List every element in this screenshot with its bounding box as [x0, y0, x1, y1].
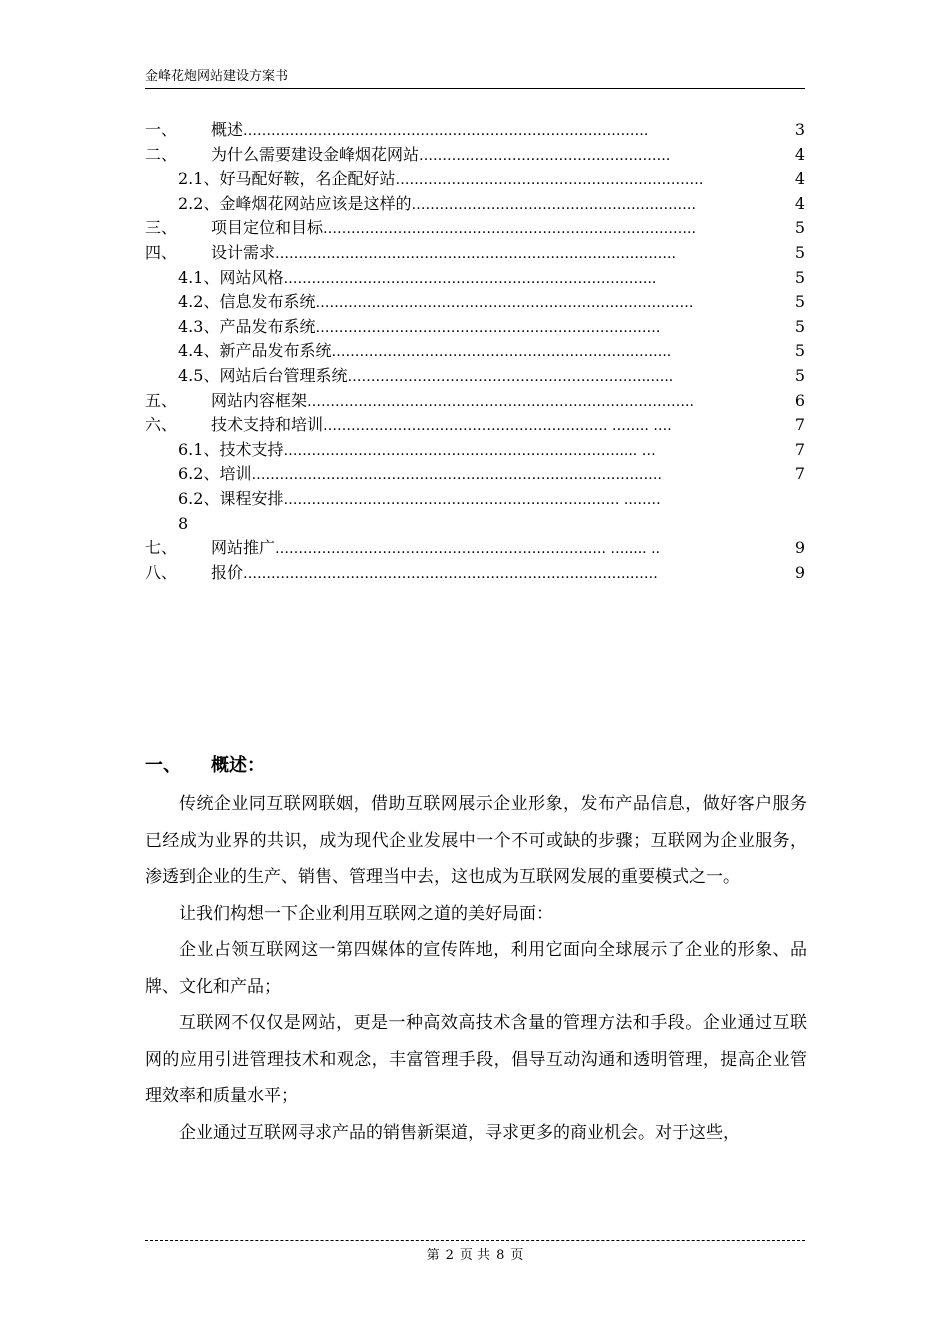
page-footer	[0, 1247, 950, 1265]
toc-entry-label: 6.2、课程安排	[178, 488, 284, 508]
paragraph: 让我们构想一下企业利用互联网之道的美好局面：	[179, 903, 553, 924]
toc-entry-label: 为什么需要建设金峰烟花网站	[211, 144, 420, 164]
toc-entry-page: 5	[794, 267, 805, 287]
toc-leader-dots: ………………………………………………………………………..	[307, 393, 694, 410]
toc-entry[interactable]	[145, 241, 805, 266]
toc-leader-dots: ……………………………………………………………… ..……	[283, 491, 661, 508]
toc-leader-dots: …………………………………………………………	[395, 172, 704, 189]
paragraph: 企业通过互联网寻求产品的销售新渠道，寻求更多的商业机会。对于这些，	[179, 1122, 740, 1143]
toc-entry-label: 6.1、技术支持	[178, 439, 284, 459]
section-number: 一、	[145, 755, 181, 776]
toc-entry[interactable]	[145, 487, 805, 512]
toc-entry-label: 项目定位和目标	[211, 218, 324, 238]
footer-total-pages: 8	[496, 1248, 505, 1263]
toc-entry-page: 7	[794, 464, 805, 484]
paragraph: 传统企业同互联网联姻，借助互联网展示企业形象，发布产品信息，做好客户服务已经成为业界的共识，成为现代企业发展中一个不可或缺的步骤；互联网为企业服务，渗透到企业的生产、销售、管理当中去，这也成为互联网发展的重要模式之一。	[145, 794, 807, 887]
toc-leader-dots: ……………………………………………………. …….. ….	[323, 418, 672, 435]
footer-prefix: 第	[426, 1248, 440, 1263]
toc-entry[interactable]	[145, 413, 805, 438]
toc-entry-page: 7	[794, 415, 805, 435]
toc-entry-page: 5	[794, 316, 805, 336]
toc-leader-dots: …………………………………………………….	[411, 196, 696, 213]
paragraph: 企业占领互联网这一第四媒体的宣传阵地，利用它面向全球展示了企业的形象、品牌、文化和产品；	[145, 940, 807, 997]
toc-entry-label: 技术支持和培训	[211, 415, 324, 435]
toc-entry[interactable]	[145, 167, 805, 192]
table-of-contents	[145, 118, 805, 585]
toc-entry-label: 设计需求	[211, 242, 276, 262]
toc-entry[interactable]	[145, 536, 805, 561]
toc-entry-page: 9	[794, 562, 805, 582]
toc-entry[interactable]	[145, 192, 805, 217]
toc-entry-number: 八、	[145, 562, 178, 582]
toc-entry-page: 7	[794, 439, 805, 459]
toc-entry-label: 2.1、好马配好鞍，名企配好站	[178, 169, 396, 189]
toc-entry-label: 报价	[211, 562, 244, 582]
toc-entry-page: 5	[794, 242, 805, 262]
toc-entry-page: 5	[794, 341, 805, 361]
toc-entry-number: 六、	[145, 415, 178, 435]
toc-leader-dots: …………………………………………………………………………….	[251, 467, 662, 484]
toc-entry-label: 6.2、培训	[178, 464, 252, 484]
toc-leader-dots: ………………………………………………………..……..	[331, 344, 672, 361]
toc-entry-number: 四、	[145, 242, 178, 262]
toc-leader-dots: ………………………………………………………………………..……	[243, 565, 658, 582]
toc-entry[interactable]	[145, 389, 805, 414]
section-heading	[145, 752, 265, 780]
toc-entry-page: 5	[794, 365, 805, 385]
toc-entry[interactable]	[145, 216, 805, 241]
toc-leader-dots: …………………………………………………………….. …..... ..	[275, 541, 660, 558]
toc-entry-page: 3	[794, 120, 805, 139]
toc-leader-dots: ……………………………………….……………………….	[315, 319, 661, 336]
toc-leader-dots: ……………………………………………………………….... …	[283, 442, 656, 459]
toc-entry-label: 网站内容框架	[211, 390, 308, 410]
header-title: 金峰花炮网站建设方案书	[145, 69, 289, 84]
toc-entry[interactable]	[145, 438, 805, 463]
toc-entry-label: 4.5、网站后台管理系统	[178, 365, 348, 385]
toc-entry-page: 4	[794, 193, 805, 213]
footer-divider	[145, 1240, 805, 1241]
toc-entry-page: 4	[794, 169, 805, 189]
section-title: 概述：	[211, 755, 265, 776]
toc-entry-page: 6	[794, 390, 805, 410]
toc-entry[interactable]	[145, 290, 805, 315]
toc-wrapped-page-number: 8	[178, 513, 189, 533]
toc-leader-dots: ……………………………………………………………………..	[283, 270, 657, 287]
toc-entry-label: 4.4、新产品发布系统	[178, 341, 332, 361]
toc-entry-number: 七、	[145, 538, 178, 558]
toc-entry-label: 网站推广	[211, 538, 276, 558]
toc-entry-label: 2.2、金峰烟花网站应该是这样的	[178, 193, 412, 213]
footer-mid: 页 共	[459, 1248, 491, 1263]
toc-entry[interactable]	[145, 315, 805, 340]
toc-entry-label: 4.1、网站风格	[178, 267, 284, 287]
footer-page-number: 2	[445, 1248, 454, 1263]
toc-entry-page: 4	[794, 144, 805, 164]
toc-entry-number: 五、	[145, 390, 178, 410]
toc-entry[interactable]	[145, 364, 805, 389]
toc-entry-number: 一、	[145, 120, 178, 139]
paragraph: 互联网不仅仅是网站，更是一种高效高技术含量的管理方法和手段。企业通过互联网的应用引进管理技术和观念，丰富管理手段，倡导互动沟通和透明管理，提高企业管理效率和质量水平；	[145, 1013, 807, 1106]
toc-entry-number: 三、	[145, 218, 178, 238]
toc-entry-label: 4.2、信息发布系统	[178, 292, 316, 312]
toc-leader-dots: ………………………………………………………..…..	[347, 368, 674, 385]
toc-entry-page: 5	[794, 218, 805, 238]
body-text	[145, 786, 807, 1151]
toc-entry-number: 二、	[145, 144, 178, 164]
footer-suffix: 页	[510, 1248, 524, 1263]
toc-leader-dots: ……………………………………………………………………..	[323, 221, 696, 238]
toc-entry[interactable]	[145, 339, 805, 364]
toc-entry[interactable]	[145, 561, 805, 586]
toc-leader-dots: ………………………………………………………………………	[315, 295, 694, 312]
toc-entry[interactable]	[145, 462, 805, 487]
toc-entry-page: 5	[794, 292, 805, 312]
toc-leader-dots: ………..…………………………………….	[419, 147, 671, 164]
toc-entry-page: 9	[794, 538, 805, 558]
toc-entry[interactable]	[145, 266, 805, 291]
toc-entry[interactable]	[145, 118, 805, 143]
toc-leader-dots: ……………………………………..…………………………………….	[243, 123, 649, 139]
toc-leader-dots: …………………………………………………………………………..	[275, 245, 676, 262]
toc-entry-label: 概述	[211, 120, 244, 139]
toc-entry[interactable]	[145, 143, 805, 168]
page-header	[145, 68, 805, 89]
toc-entry-label: 4.3、产品发布系统	[178, 316, 316, 336]
